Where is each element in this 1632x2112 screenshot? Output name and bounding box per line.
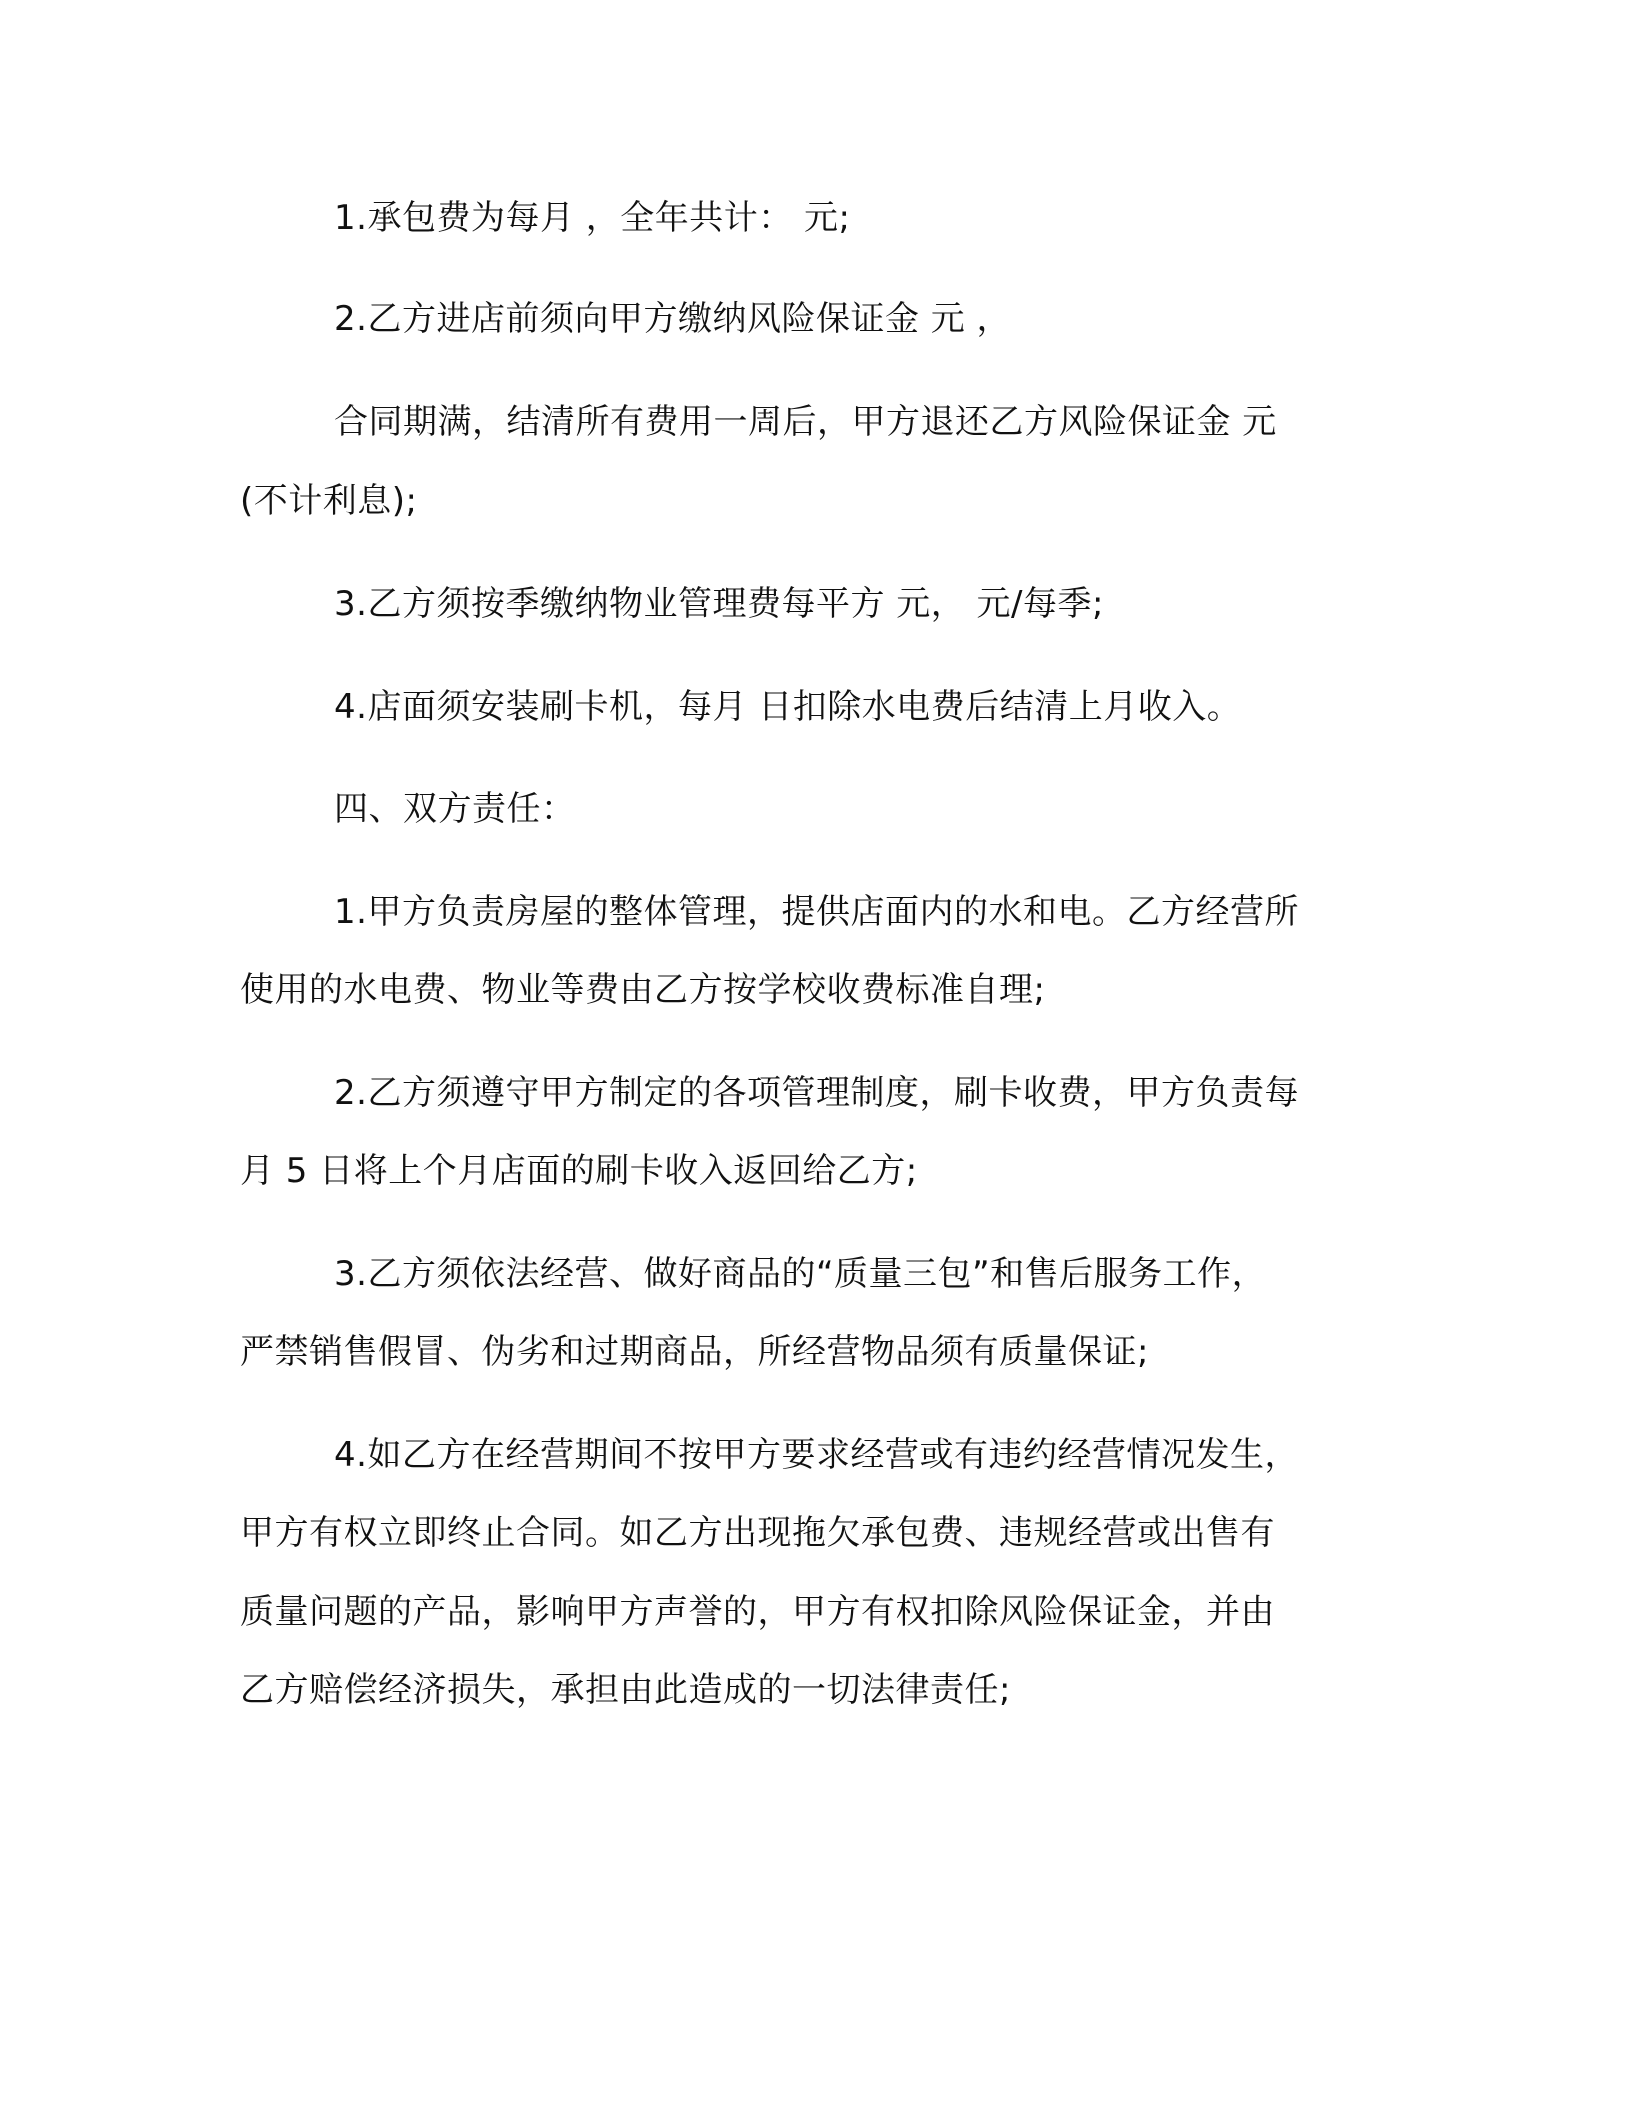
responsibility-4-cont-3: 乙方赔偿经济损失，承担由此造成的一切法律责任; — [240, 1670, 1011, 1710]
responsibility-1: 1.甲方负责房屋的整体管理，提供店面内的水和电。乙方经营所 — [334, 892, 1299, 932]
clause-deposit-refund-cont: (不计利息); — [240, 481, 418, 521]
section-heading-responsibilities: 四、双方责任： — [334, 789, 576, 829]
responsibility-4-cont-1: 甲方有权立即终止合同。如乙方出现拖欠承包费、违规经营或出售有 — [240, 1513, 1275, 1553]
responsibility-4-cont-2: 质量问题的产品，影响甲方声誉的，甲方有权扣除风险保证金，并由 — [240, 1592, 1275, 1632]
responsibility-4: 4.如乙方在经营期间不按甲方要求经营或有违约经营情况发生， — [334, 1435, 1299, 1475]
clause-property-fee: 3.乙方须按季缴纳物业管理费每平方 元， 元/每季; — [334, 584, 1104, 624]
clause-fee-monthly: 1.承包费为每月 ，全年共计： 元; — [334, 198, 851, 238]
clause-card-machine: 4.店面须安装刷卡机，每月 日扣除水电费后结清上月收入。 — [334, 687, 1242, 727]
clause-deposit-refund: 合同期满，结清所有费用一周后，甲方退还乙方风险保证金 元 — [334, 402, 1277, 442]
responsibility-3-cont: 严禁销售假冒、伪劣和过期商品，所经营物品须有质量保证; — [240, 1332, 1149, 1372]
responsibility-2: 2.乙方须遵守甲方制定的各项管理制度，刷卡收费，甲方负责每 — [334, 1073, 1299, 1113]
responsibility-3: 3.乙方须依法经营、做好商品的“质量三包”和售后服务工作， — [334, 1254, 1267, 1294]
clause-deposit: 2.乙方进店前须向甲方缴纳风险保证金 元 ， — [334, 299, 1012, 339]
responsibility-1-cont: 使用的水电费、物业等费由乙方按学校收费标准自理; — [240, 970, 1046, 1010]
responsibility-2-cont: 月 5 日将上个月店面的刷卡收入返回给乙方; — [240, 1151, 918, 1191]
